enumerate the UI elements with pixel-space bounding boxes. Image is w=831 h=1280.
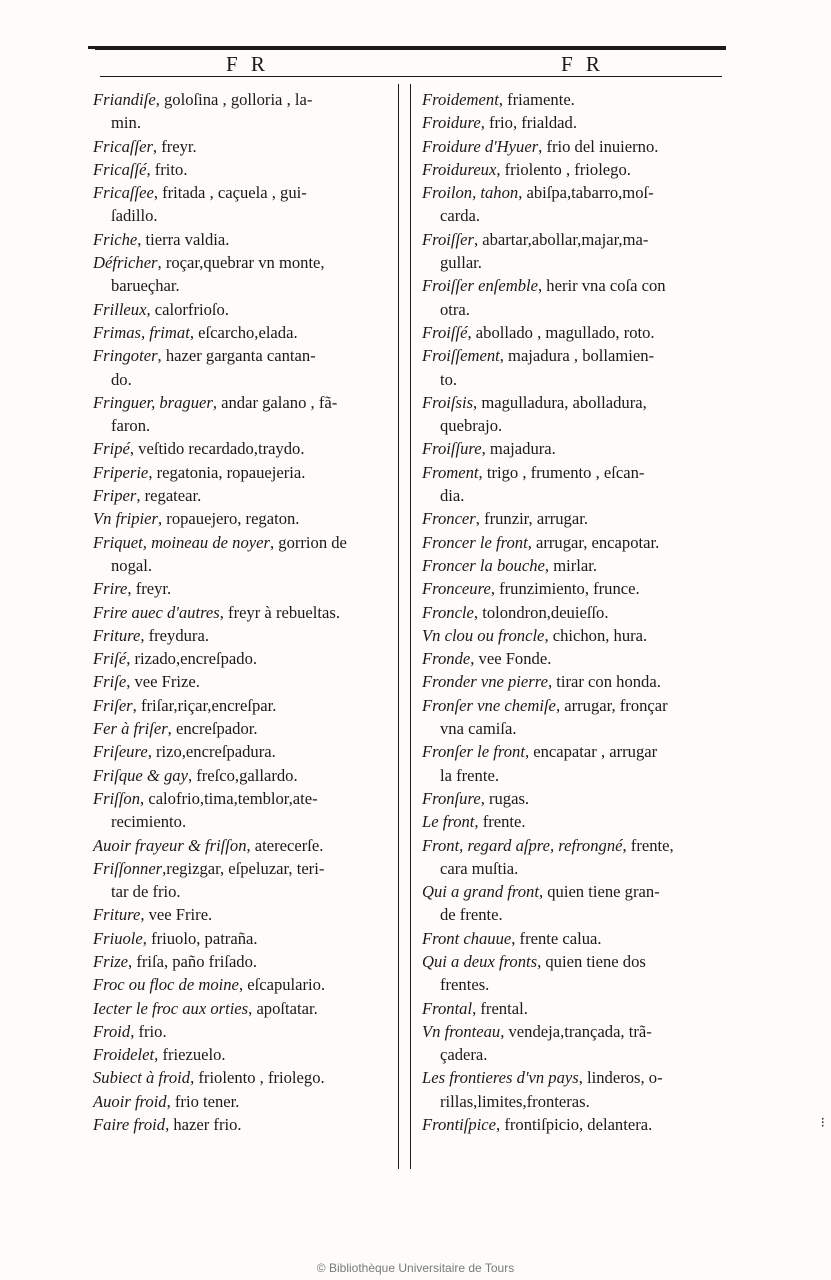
entry-continuation: nogal. — [111, 555, 153, 575]
top-rule-thin — [95, 49, 726, 50]
entry-headword: Faire froid — [93, 1115, 166, 1135]
entry-continuation: cara muſtia. — [440, 858, 519, 878]
dictionary-entry — [422, 601, 724, 624]
dictionary-entry — [93, 601, 391, 624]
dictionary-entry — [93, 740, 391, 763]
entry-headword: Froiſſure — [422, 439, 482, 459]
entry-headword: Frire auec d'autres — [93, 602, 220, 622]
entry-headword: Froiſſer — [422, 229, 474, 249]
dictionary-entry — [422, 624, 724, 647]
left-running-head: F R — [226, 52, 269, 76]
entry-headword: Iecter le froc aux orties — [93, 998, 249, 1018]
entry-continuation: dia. — [440, 486, 465, 506]
entry-continuation: barueçhar. — [111, 276, 180, 296]
entry-definition: , rugas. — [480, 788, 530, 808]
dictionary-entry — [93, 950, 391, 973]
entry-headword: Froidement — [422, 90, 499, 109]
entry-headword: Front chauue — [422, 928, 512, 948]
dictionary-entry — [422, 437, 724, 460]
dictionary-entry — [422, 787, 724, 810]
entry-headword: Frontal — [422, 998, 473, 1018]
entry-definition: , fritada , caçuela , gui- — [153, 183, 307, 203]
entry-headword: Friture — [93, 905, 141, 925]
dictionary-entry — [93, 1043, 391, 1066]
entry-definition: , friſar,riçar,encreſpar. — [132, 695, 277, 715]
entry-headword: Fricaſſee — [93, 183, 154, 203]
entry-headword: Défricher — [93, 253, 158, 273]
entry-headword: Froncer la bouche — [422, 555, 545, 575]
dictionary-entry — [93, 437, 391, 460]
entry-definition: , trigo , frumento , eſcan- — [478, 462, 645, 482]
entry-headword: Froidure d'Hyuer — [422, 136, 539, 156]
entry-continuation: quebrajo. — [440, 416, 503, 436]
dictionary-entry — [422, 670, 724, 693]
dictionary-entry — [422, 88, 724, 111]
entry-headword: Frire — [93, 579, 128, 599]
entry-definition: , frito. — [146, 159, 188, 179]
entry-headword: Friſer — [93, 695, 133, 715]
entry-definition: , freyr. — [127, 579, 172, 599]
dictionary-entry — [93, 1020, 391, 1043]
dictionary-entry — [422, 344, 724, 391]
entry-definition: , frente calua. — [511, 928, 602, 948]
entry-continuation: faron. — [111, 416, 151, 436]
entry-headword: Vn clou ou froncle — [422, 625, 545, 645]
entry-headword: Vn fronteau — [422, 1021, 501, 1041]
entry-headword: Friſé — [93, 649, 127, 669]
entry-headword: Friche — [93, 229, 138, 249]
entry-definition: , roçar,quebrar vn monte, — [157, 253, 325, 273]
dictionary-entry — [422, 135, 724, 158]
entry-definition: , freſco,gallardo. — [187, 765, 298, 785]
entry-headword: Froilon, tahon — [422, 183, 519, 203]
entry-headword: Froncer le front — [422, 532, 528, 552]
dictionary-entry — [93, 507, 391, 530]
dictionary-entry — [422, 694, 724, 741]
entry-continuation: çadera. — [440, 1045, 488, 1065]
entry-definition: , frio tener. — [166, 1091, 240, 1111]
entry-headword: Fringuer, braguer — [93, 392, 213, 412]
dictionary-entry — [93, 298, 391, 321]
dictionary-entry — [422, 274, 724, 321]
entry-continuation: recimiento. — [111, 812, 187, 832]
dictionary-entry — [422, 321, 724, 344]
entry-continuation: do. — [111, 369, 132, 389]
entry-definition: , mirlar. — [544, 555, 597, 575]
entry-headword: Friandiſe — [93, 90, 156, 109]
entry-definition: , friolento , friolego. — [496, 159, 631, 179]
entry-definition: , quien tiene gran- — [538, 882, 660, 902]
entry-headword: Froiſſer enſemble — [422, 276, 538, 296]
entry-headword: Friture — [93, 625, 141, 645]
entry-definition: , rizo,encreſpadura. — [147, 742, 276, 762]
entry-headword: Froidureux — [422, 159, 497, 179]
entry-headword: Friſſon — [93, 788, 141, 808]
column-divider — [398, 84, 399, 1169]
page-edge-mark: ⁝ — [820, 1115, 825, 1131]
entry-headword: Fronſer le front — [422, 742, 525, 762]
entry-definition: , rizado,encreſpado. — [126, 649, 258, 669]
entry-definition: , aterecerſe. — [246, 835, 324, 855]
dictionary-entry — [93, 1113, 391, 1136]
entry-continuation: rillas,limites,fronteras. — [440, 1091, 590, 1111]
entry-definition: , linderos, o- — [578, 1068, 663, 1088]
entry-definition: , frente, — [622, 835, 674, 855]
entry-definition: , vee Fonde. — [470, 649, 552, 669]
entry-definition: , freyr à rebueltas. — [219, 602, 340, 622]
entry-headword: Friſeure — [93, 742, 148, 762]
dictionary-entry — [422, 228, 724, 275]
entry-definition: , abollado , magullado, roto. — [467, 322, 655, 342]
entry-definition: , tolondron,deuieſſo. — [473, 602, 609, 622]
entry-definition: , friuolo, patraña. — [142, 928, 258, 948]
entry-definition: , majadura , bollamien- — [499, 346, 655, 366]
entry-headword: Friuole — [93, 928, 143, 948]
entry-definition: , frio, frialdad. — [480, 113, 577, 133]
entry-headword: Froncer — [422, 509, 476, 529]
entry-headword: Fripé — [93, 439, 130, 459]
entry-definition: , gorrion de — [269, 532, 347, 552]
entry-definition: , vendeja,trançada, trã- — [500, 1021, 652, 1041]
entry-continuation: la frente. — [440, 765, 499, 785]
entry-definition: , frente. — [474, 812, 526, 832]
dictionary-entry — [422, 740, 724, 787]
dictionary-entry — [93, 88, 391, 135]
entry-headword: Friſe — [93, 672, 127, 692]
dictionary-entry — [422, 834, 724, 881]
entry-headword: Friſſonner — [93, 858, 163, 878]
dictionary-entry — [93, 1066, 391, 1089]
dictionary-entry — [422, 810, 724, 833]
dictionary-entry — [93, 647, 391, 670]
entry-headword: Fronſure — [422, 788, 481, 808]
dictionary-entry — [93, 531, 391, 578]
entry-definition: , frunzir, arrugar. — [475, 509, 588, 529]
header-rule — [100, 76, 722, 77]
right-running-head: F R — [561, 52, 604, 76]
entry-headword: Fricaſſé — [93, 159, 147, 179]
entry-headword: Auoir froid — [93, 1091, 167, 1111]
entry-headword: Friperie — [93, 462, 149, 482]
entry-definition: , veſtido recardado,traydo. — [129, 439, 305, 459]
entry-headword: Frilleux — [93, 299, 147, 319]
entry-headword: Froid — [93, 1021, 131, 1041]
dictionary-entry — [422, 181, 724, 228]
entry-definition: , frio. — [130, 1021, 167, 1041]
dictionary-entry — [422, 554, 724, 577]
entry-headword: Auoir frayeur & friſſon — [93, 835, 247, 855]
entry-headword: Froc ou floc de moine — [93, 975, 239, 995]
entry-definition: ,regizgar, eſpeluzar, teri- — [162, 858, 325, 878]
column-divider-thin — [410, 84, 411, 1169]
entry-definition: , friamente. — [498, 90, 575, 109]
entry-headword: Fronceure — [422, 579, 491, 599]
entry-headword: Fer à friſer — [93, 719, 168, 739]
dictionary-entry — [93, 158, 391, 181]
dictionary-entry — [422, 531, 724, 554]
entry-definition: , frio del inuierno. — [538, 136, 659, 156]
entry-definition: , majadura. — [481, 439, 556, 459]
dictionary-entry — [93, 1090, 391, 1113]
dictionary-entry — [93, 577, 391, 600]
entry-continuation: carda. — [440, 206, 481, 226]
entry-headword: Frize — [93, 951, 129, 971]
entry-continuation: frentes. — [440, 975, 490, 995]
entry-headword: Froncle — [422, 602, 474, 622]
entry-definition: , arrugar, fronçar — [555, 695, 668, 715]
entry-headword: Froiſsis — [422, 392, 474, 412]
entry-headword: Fronſer vne chemiſe — [422, 695, 556, 715]
entry-definition: , vee Frize. — [126, 672, 200, 692]
dictionary-entry — [93, 344, 391, 391]
dictionary-entry — [422, 461, 724, 508]
dictionary-entry — [422, 927, 724, 950]
entry-continuation: ſadillo. — [111, 206, 158, 226]
dictionary-entry — [93, 484, 391, 507]
entry-definition: , calofrio,tima,temblor,ate- — [140, 788, 318, 808]
entry-definition: , hazer frio. — [165, 1115, 242, 1135]
entry-definition: , chichon, hura. — [544, 625, 648, 645]
entry-definition: , eſcarcho,elada. — [189, 322, 298, 342]
dictionary-entry — [422, 1066, 724, 1113]
left-column — [93, 88, 391, 1136]
entry-definition: , arrugar, encapotar. — [527, 532, 660, 552]
dictionary-entry — [422, 391, 724, 438]
entry-definition: , freydura. — [140, 625, 209, 645]
dictionary-entry — [93, 927, 391, 950]
entry-definition: , frental. — [472, 998, 528, 1018]
entry-definition: , magulladura, abolladura, — [473, 392, 647, 412]
entry-definition: , friſa, paño friſado. — [128, 951, 258, 971]
entry-continuation: min. — [111, 113, 141, 133]
entry-continuation: to. — [440, 369, 458, 389]
entry-headword: Froidelet — [93, 1045, 155, 1065]
entry-headword: Friſque & gay — [93, 765, 188, 785]
entry-definition: , regatear. — [136, 486, 202, 506]
entry-headword: Les frontieres d'vn pays — [422, 1068, 579, 1088]
entry-definition: , frunzimiento, frunce. — [490, 579, 640, 599]
dictionary-entry — [422, 1020, 724, 1067]
dictionary-entry — [93, 135, 391, 158]
entry-headword: Froiſſement — [422, 346, 500, 366]
dictionary-entry — [93, 461, 391, 484]
entry-continuation: de frente. — [440, 905, 503, 925]
dictionary-entry — [93, 834, 391, 857]
dictionary-entry — [93, 787, 391, 834]
entry-definition: , tirar con honda. — [547, 672, 661, 692]
dictionary-entry — [422, 507, 724, 530]
entry-headword: Frimas, frimat — [93, 322, 190, 342]
entry-headword: Fronde — [422, 649, 471, 669]
entry-headword: Friquet, moineau de noyer — [93, 532, 270, 552]
dictionary-entry — [422, 158, 724, 181]
library-credit: © Bibliothèque Universitaire de Tours — [316, 1261, 515, 1275]
dictionary-entry — [93, 670, 391, 693]
entry-definition: , quien tiene dos — [537, 951, 646, 971]
entry-definition: , friolento , friolego. — [190, 1068, 325, 1088]
entry-headword: Vn fripier — [93, 509, 158, 529]
entry-headword: Fringoter — [93, 346, 158, 366]
right-column — [422, 88, 724, 1136]
dictionary-entry — [422, 997, 724, 1020]
entry-headword: Front, regard aſpre, refrongné — [422, 835, 623, 855]
entry-definition: , goloſina , golloria , la- — [155, 90, 313, 109]
entry-headword: Froment — [422, 462, 479, 482]
dictionary-entry — [422, 577, 724, 600]
entry-headword: Qui a deux fronts — [422, 951, 538, 971]
entry-definition: , herir vna coſa con — [537, 276, 666, 296]
entry-headword: Subiect à froid — [93, 1068, 191, 1088]
dictionary-entry — [422, 647, 724, 670]
entry-definition: , regatonia, ropauejeria. — [148, 462, 306, 482]
dictionary-entry — [93, 857, 391, 904]
dictionary-entry — [422, 950, 724, 997]
entry-headword: Froidure — [422, 113, 481, 133]
dictionary-entry — [93, 717, 391, 740]
entry-definition: , apoſtatar. — [248, 998, 318, 1018]
entry-definition: , freyr. — [152, 136, 197, 156]
entry-headword: Fricaſſer — [93, 136, 153, 156]
entry-continuation: gullar. — [440, 253, 482, 273]
dictionary-entry — [93, 321, 391, 344]
entry-headword: Froiſſé — [422, 322, 468, 342]
dictionary-entry — [93, 764, 391, 787]
entry-definition: , encreſpador. — [167, 719, 258, 739]
dictionary-entry — [93, 181, 391, 228]
entry-continuation: otra. — [440, 299, 470, 319]
dictionary-entry — [93, 973, 391, 996]
dictionary-entry — [93, 997, 391, 1020]
entry-headword: Fronder vne pierre — [422, 672, 548, 692]
entry-continuation: vna camiſa. — [440, 719, 517, 739]
entry-definition: , andar galano , fã- — [212, 392, 338, 412]
entry-definition: , frontiſpicio, delantera. — [496, 1115, 653, 1135]
entry-definition: , abiſpa,tabarro,moſ- — [518, 183, 654, 203]
entry-headword: Le front — [422, 812, 475, 832]
dictionary-entry — [93, 624, 391, 647]
entry-definition: , calorfrioſo. — [146, 299, 229, 319]
dictionary-entry — [422, 111, 724, 134]
entry-definition: , vee Frire. — [140, 905, 213, 925]
entry-definition: , eſcapulario. — [238, 975, 326, 995]
dictionary-entry — [93, 694, 391, 717]
dictionary-entry — [422, 1113, 724, 1136]
dictionary-entry — [93, 228, 391, 251]
dictionary-entry — [93, 903, 391, 926]
entry-definition: , encapatar , arrugar — [524, 742, 658, 762]
dictionary-entry — [93, 251, 391, 298]
entry-definition: , ropauejero, regaton. — [158, 509, 300, 529]
entry-headword: Frontiſpice — [422, 1115, 497, 1135]
entry-definition: , hazer garganta cantan- — [157, 346, 316, 366]
entry-definition: , abartar,abollar,majar,ma- — [473, 229, 649, 249]
entry-headword: Friper — [93, 486, 137, 506]
entry-definition: , friezuelo. — [154, 1045, 226, 1065]
entry-headword: Qui a grand front — [422, 882, 539, 902]
dictionary-entry — [93, 391, 391, 438]
entry-continuation: tar de frio. — [111, 882, 181, 902]
dictionary-entry — [422, 880, 724, 927]
entry-definition: , tierra valdia. — [137, 229, 230, 249]
